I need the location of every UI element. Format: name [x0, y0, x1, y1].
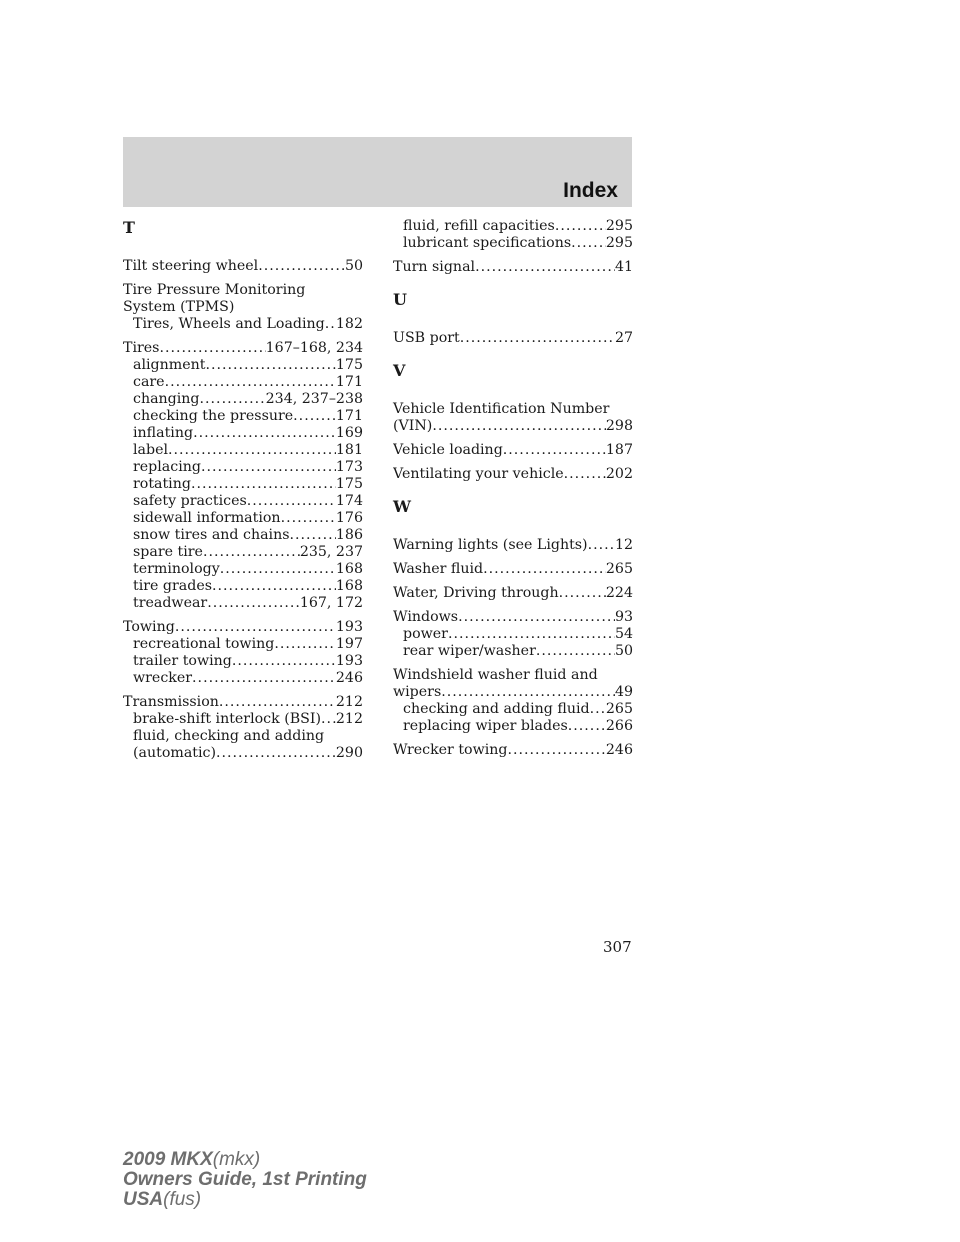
page-ref[interactable]: 41: [614, 259, 633, 275]
index-entry-windows: Windows ..... 93 power ..... 54 rear wiper/washer ..... 50: [393, 609, 633, 660]
index-subentry: lubricant specifications ..... 295: [393, 235, 633, 252]
index-entry-water: Water, Driving through ..... 224: [393, 585, 633, 602]
page-ref[interactable]: 169: [335, 425, 363, 441]
index-entry-vehicle-loading: Vehicle loading ..... 187: [393, 442, 633, 459]
index-subentry: fluid, refill capacities ..... 295: [393, 218, 633, 235]
page-ref[interactable]: 175: [335, 357, 363, 373]
page-ref[interactable]: 212: [335, 711, 363, 727]
page-ref[interactable]: 181: [335, 442, 363, 458]
index-entry-transmission-cont: [393, 218, 633, 252]
section-title: Index: [563, 179, 618, 202]
page-ref[interactable]: 224: [605, 585, 633, 601]
section-header-band: [123, 137, 632, 207]
index-subentry: sidewall information ..... 176: [123, 510, 363, 527]
index-entry-usb: USB port ..... 27: [393, 330, 633, 347]
index-letter-v: V: [393, 361, 406, 380]
index-subentry: label ..... 181: [123, 442, 363, 459]
index-subentry: alignment ..... 175: [123, 357, 363, 374]
page-ref[interactable]: 173: [335, 459, 363, 475]
index-subentry: rear wiper/washer ..... 50: [393, 643, 633, 660]
index-subentry: trailer towing ..... 193: [123, 653, 363, 670]
page-ref[interactable]: 197: [335, 636, 363, 652]
page-ref[interactable]: 266: [605, 718, 633, 734]
page-ref[interactable]: 290: [335, 745, 363, 761]
page-ref[interactable]: 93: [614, 609, 633, 625]
index-letter-t: T: [123, 218, 135, 237]
page-ref[interactable]: 171: [335, 408, 363, 424]
page-ref[interactable]: 176: [335, 510, 363, 526]
index-subentry: power ..... 54: [393, 626, 633, 643]
page-ref[interactable]: 265: [605, 561, 633, 577]
page-ref[interactable]: 174: [335, 493, 363, 509]
index-subentry: care ..... 171: [123, 374, 363, 391]
page-ref[interactable]: 175: [335, 476, 363, 492]
page-ref[interactable]: 54: [614, 626, 633, 642]
page-ref[interactable]: 212: [335, 694, 363, 710]
page-ref[interactable]: 186: [335, 527, 363, 543]
page-number: 307: [603, 938, 632, 956]
index-subentry: checking and adding fluid ..... 265: [393, 701, 633, 718]
index-subentry: terminology ..... 168: [123, 561, 363, 578]
index-entry-tires: Tires ..... 167–168, 234 alignment ..... 175 care ..... 171 changing ..... 234, 237–238 checking the pressure ..... 171 inflating ..... 169 label ..... 181 replacing ..... 173 rotating ..... 175 safety practices ..... 174 sidewall information ..... 176 snow tires and chains ..... 186 spare tire ..... 235, 237 terminology ..... 168 tire grades ..... 168 treadwear ..... 167, 172: [123, 340, 363, 612]
page-ref[interactable]: 234, 237–238: [265, 391, 363, 407]
page-ref[interactable]: 265: [605, 701, 633, 717]
index-entry-warning-lights: Warning lights (see Lights) ..... 12: [393, 537, 633, 554]
index-subentry: changing ..... 234, 237–238: [123, 391, 363, 408]
page-ref[interactable]: 193: [335, 653, 363, 669]
index-entry-transmission: Transmission ..... 212 brake-shift interlock (BSI) ..... 212 fluid, checking and adding (automatic) ..... 290: [123, 694, 363, 762]
index-subentry: wrecker ..... 246: [123, 670, 363, 687]
page-ref[interactable]: 12: [614, 537, 633, 553]
index-entry-tpms: Tire Pressure Monitoring System (TPMS) Tires, Wheels and Loading ..... 182: [123, 282, 363, 333]
page-ref[interactable]: 49: [614, 684, 633, 700]
page-ref[interactable]: 246: [605, 742, 633, 758]
index-letter-u: U: [393, 290, 407, 309]
index-entry-vin: Vehicle Identification Number (VIN) ..... 298: [393, 401, 633, 435]
index-subentry: spare tire ..... 235, 237: [123, 544, 363, 561]
index-subentry: snow tires and chains ..... 186: [123, 527, 363, 544]
index-subentry: (automatic) ..... 290: [123, 745, 363, 762]
index-entry-wrecker: Wrecker towing ..... 246: [393, 742, 633, 759]
index-entry-washer-fluid: Washer fluid ..... 265: [393, 561, 633, 578]
index-entry-tilt: Tilt steering wheel ..... 50: [123, 258, 363, 275]
page-ref[interactable]: 171: [335, 374, 363, 390]
page-ref[interactable]: 168: [335, 561, 363, 577]
index-letter-w: W: [393, 497, 411, 516]
print-footer: 2009 MKX(mkx) Owners Guide, 1st Printing USA(fus): [123, 1149, 367, 1210]
index-entry-windshield: Windshield washer fluid and wipers ..... 49 checking and adding fluid ..... 265 replacing wiper blades ..... 266: [393, 667, 633, 735]
index-subentry: inflating ..... 169: [123, 425, 363, 442]
page-ref[interactable]: 187: [605, 442, 633, 458]
page-ref[interactable]: 246: [335, 670, 363, 686]
index-column-right: [393, 218, 633, 766]
index-subentry: recreational towing ..... 197: [123, 636, 363, 653]
index-entry-turn-signal: Turn signal ..... 41: [393, 259, 633, 276]
page-ref[interactable]: 167, 172: [299, 595, 363, 611]
index-subentry: replacing wiper blades ..... 266: [393, 718, 633, 735]
page-ref[interactable]: 295: [605, 235, 633, 251]
page-ref[interactable]: 168: [335, 578, 363, 594]
index-entry-towing: Towing ..... 193 recreational towing ..... 197 trailer towing ..... 193 wrecker ..... 246: [123, 619, 363, 687]
page-ref[interactable]: 27: [614, 330, 633, 346]
index-subentry: tire grades ..... 168: [123, 578, 363, 595]
index-subentry: replacing ..... 173: [123, 459, 363, 476]
page-ref[interactable]: 50: [614, 643, 633, 659]
index-subentry: checking the pressure ..... 171: [123, 408, 363, 425]
page-ref[interactable]: 295: [605, 218, 633, 234]
index-subentry: brake-shift interlock (BSI) ..... 212: [123, 711, 363, 728]
page-ref[interactable]: 235, 237: [299, 544, 363, 560]
index-subentry: rotating ..... 175: [123, 476, 363, 493]
page-ref[interactable]: 193: [335, 619, 363, 635]
page-ref[interactable]: 167–168, 234: [265, 340, 363, 356]
page-ref[interactable]: 298: [605, 418, 633, 434]
index-entry-ventilating: Ventilating your vehicle ..... 202: [393, 466, 633, 483]
page-ref[interactable]: 182: [335, 316, 363, 332]
index-subentry: treadwear ..... 167, 172: [123, 595, 363, 612]
index-subentry: safety practices ..... 174: [123, 493, 363, 510]
page-ref[interactable]: 50: [344, 258, 363, 274]
index-column-left: [123, 218, 363, 769]
page-ref[interactable]: 202: [605, 466, 633, 482]
